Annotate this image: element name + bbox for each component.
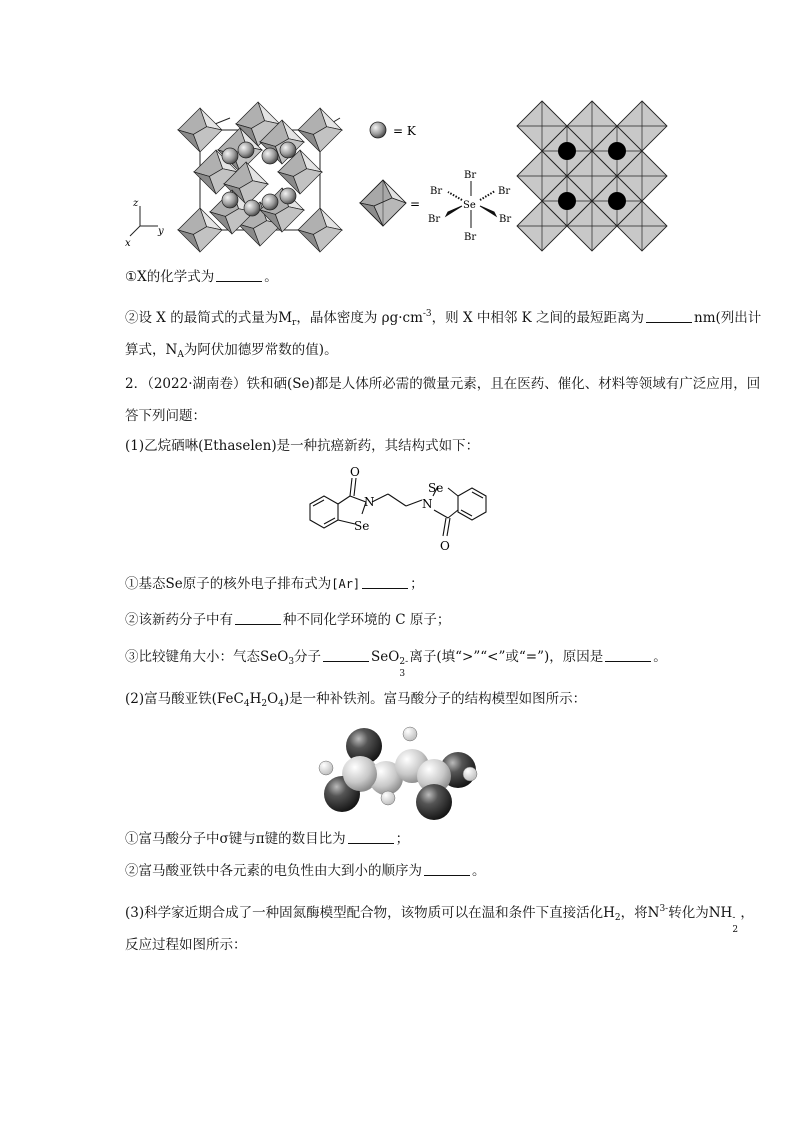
q2-s2: ②该新药分子中有 种不同化学环境的 C 原子； xyxy=(125,612,451,628)
answer-blank[interactable] xyxy=(216,268,262,282)
axis-x-label: x xyxy=(125,238,131,249)
octahedra-group xyxy=(178,102,342,252)
projection-k-ion xyxy=(558,142,576,160)
q1-b: ②设 X 的最简式的式量为$M_r$，晶体密度为 $\rho g\cdot cm^{-3}$，则 X 中相邻 K 之间的最短距离为 nm(列出计 xyxy=(125,309,762,328)
octahedron xyxy=(178,108,222,152)
legend-k-ball xyxy=(370,122,386,138)
answer-blank[interactable] xyxy=(605,648,651,662)
fumaric-acid-model xyxy=(312,722,482,822)
selenium-left: Se xyxy=(354,519,370,533)
oxygen-right: O xyxy=(440,539,450,553)
q1-a: ①X的化学式为 。 xyxy=(125,269,278,285)
q2-t1: ①富马酸分子中σ键与π键的数目比为 ； xyxy=(125,831,410,847)
axis-indicator xyxy=(130,206,158,236)
br-upper-right: Br xyxy=(498,186,511,197)
ethaselen-structure xyxy=(300,466,540,556)
k-ion xyxy=(222,148,238,164)
legend-octahedron xyxy=(360,180,406,226)
legend-oct-label: = xyxy=(410,197,421,211)
br-upper-left: Br xyxy=(430,186,443,197)
q2-header2: 答下列问题： xyxy=(125,408,206,424)
answer-blank[interactable] xyxy=(424,862,470,876)
legend-k-label: = K xyxy=(393,124,416,138)
axis-z-label: z xyxy=(133,198,139,209)
q1-c: 算式，$N_A$为阿伏加德罗常数的值)。 xyxy=(125,342,338,360)
projection-k-ion xyxy=(558,192,576,210)
k-ion xyxy=(238,142,254,158)
br-lower-right: Br xyxy=(499,214,512,225)
q2-p2: (2)富马酸亚铁$(FeC_4H_2O_4)$是一种补铁剂。富马酸分子的结构模型如图所示： xyxy=(125,691,587,709)
k-ion xyxy=(222,192,238,208)
octahedron xyxy=(298,208,342,252)
selenium-right: Se xyxy=(428,481,444,495)
k-ion xyxy=(262,194,278,210)
q2-header: 2．（2022·湖南卷）铁和硒(Se)都是人体所必需的微量元素，且在医药、催化、材料等领域有广泛应用，回 xyxy=(125,376,761,392)
answer-blank[interactable] xyxy=(646,309,692,323)
se-center-label: Se xyxy=(463,200,476,211)
br-lower-left: Br xyxy=(428,214,441,225)
crystal-figure xyxy=(0,0,794,260)
answer-blank[interactable] xyxy=(348,830,394,844)
oxygen-left: O xyxy=(350,466,360,479)
q2-p3: (3)科学家近期合成了一种固氮酶模型配合物，该物质可以在温和条件下直接活化$H_2$，将$N^{3-}$转化为NH - 2 ， xyxy=(125,904,754,935)
k-ion xyxy=(280,188,296,204)
k-ion xyxy=(244,200,260,216)
octahedron xyxy=(298,108,342,152)
q2-p1: (1)乙烷硒啉(Ethaselen)是一种抗癌新药，其结构式如下： xyxy=(125,438,480,454)
br-top: Br xyxy=(464,170,477,181)
br-bottom: Br xyxy=(464,232,477,243)
k-ion xyxy=(262,148,278,164)
axis-y-label: y xyxy=(158,226,164,237)
q2-s3: ③比较键角大小：气态SeO$_3$分子 SeO 2- 3 离子(填“>”“<”或“=”)，原因是 。 xyxy=(125,649,667,679)
q2-t2: ②富马酸亚铁中各元素的电负性由大到小的顺序为 。 xyxy=(125,863,486,879)
answer-blank[interactable] xyxy=(323,648,369,662)
projection-k-ion xyxy=(608,142,626,160)
projection-k-ion xyxy=(608,192,626,210)
nitrogen-left: N xyxy=(364,495,375,509)
projection-view xyxy=(517,101,667,251)
k-ion xyxy=(280,142,296,158)
q2-p3-line2: 反应过程如图所示： xyxy=(125,937,247,953)
nitrogen-right: N xyxy=(422,497,433,511)
answer-blank[interactable] xyxy=(362,575,408,589)
answer-blank[interactable] xyxy=(235,611,281,625)
q2-s1: ①基态Se原子的核外电子排布式为[Ar] ； xyxy=(125,576,424,592)
